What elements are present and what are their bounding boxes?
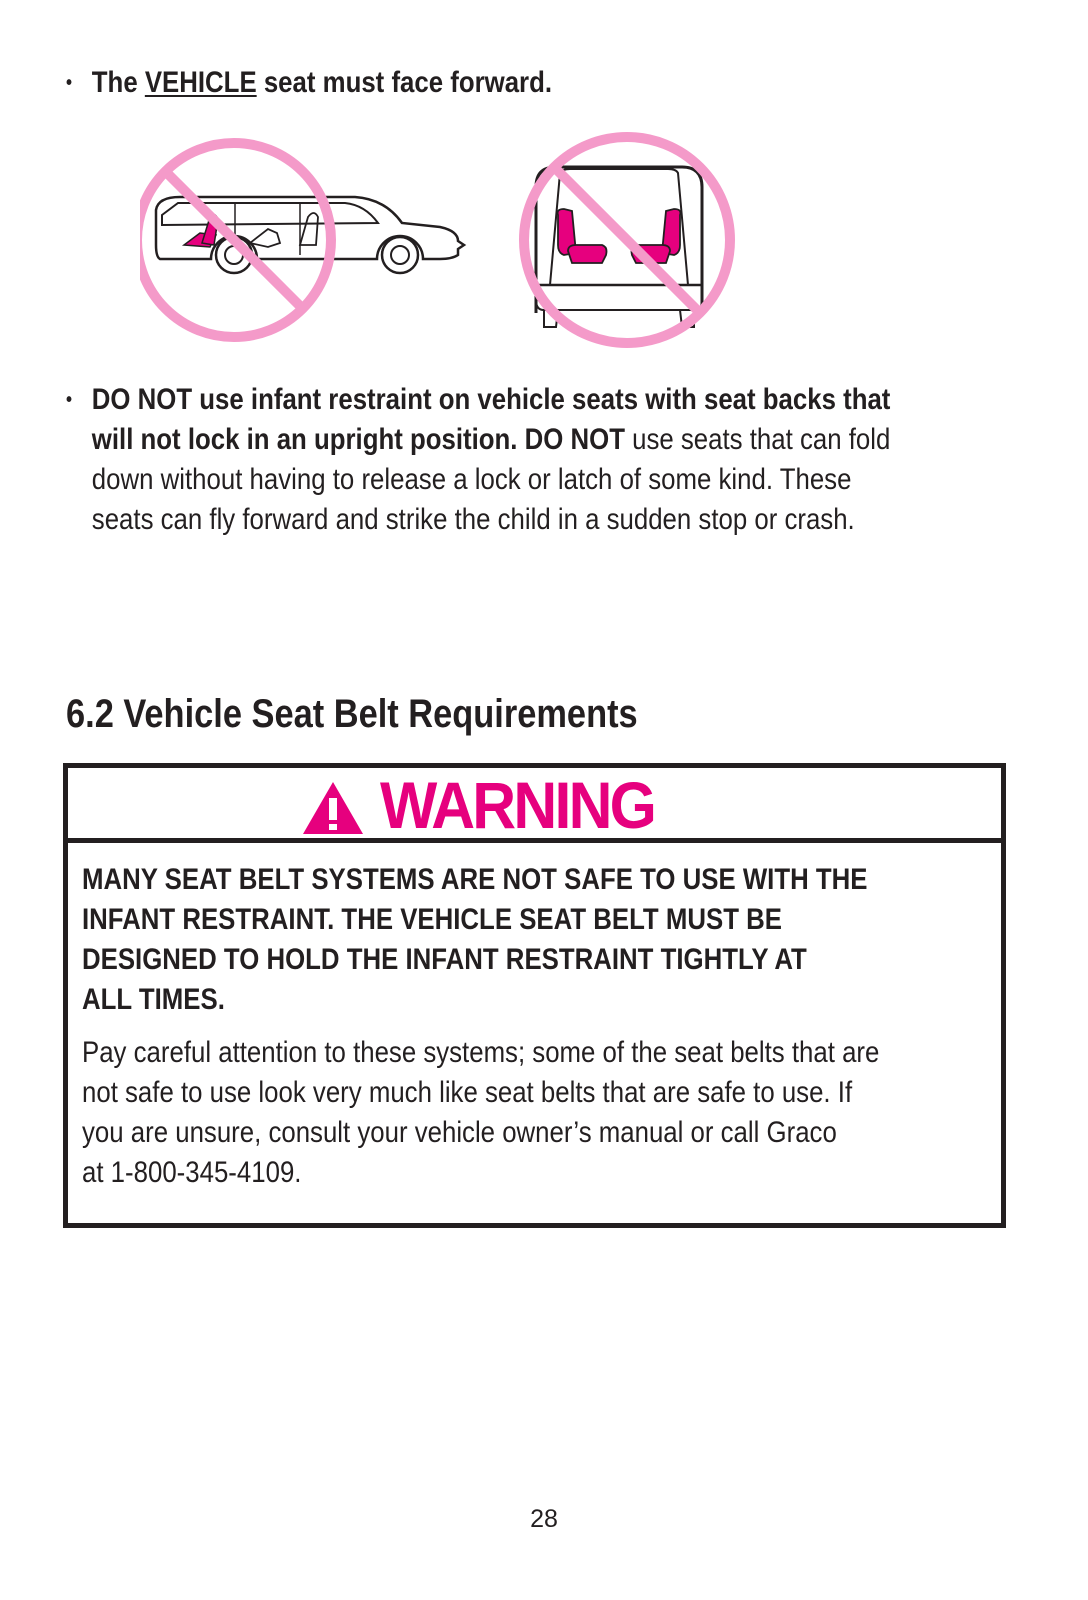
bullet-line-4: seats can fly forward and strike the child in a sudden stop or crash. [91, 503, 855, 536]
bullet-suffix: seat must face forward. [256, 66, 553, 99]
warning-box [63, 763, 1006, 1228]
bullet-text [92, 380, 891, 540]
bullet-dot: • [66, 389, 73, 411]
bullet-line-1: DO NOT use infant restraint on vehicle seats with seat backs that [91, 383, 891, 416]
bullet-prefix: The [91, 66, 145, 99]
warning-caps-line: INFANT RESTRAINT. THE VEHICLE SEAT BELT MUST BE [82, 903, 782, 936]
bullet-dot: • [66, 72, 73, 94]
warning-triangle-icon [301, 780, 365, 836]
bullet-vehicle-face-forward [66, 63, 552, 103]
bullet-line-2-rest: use seats that can fold [624, 423, 891, 456]
vehicle-rear-seats-prohibited-icon [524, 137, 730, 343]
bullet-emphasis: VEHICLE [144, 66, 257, 99]
warning-caps-text [82, 860, 868, 1020]
warning-caps-line: ALL TIMES. [82, 983, 225, 1016]
warning-header [68, 768, 1001, 843]
bullet-seat-back-lock [66, 380, 890, 540]
bullet-line-2-bold: will not lock in an upright position. DO NOT [91, 423, 625, 456]
section-heading: 6.2 Vehicle Seat Belt Requirements [66, 692, 638, 736]
warning-body-text [82, 1033, 879, 1193]
page-number: 28 [530, 1505, 558, 1533]
warning-body-line: Pay careful attention to these systems; some of the seat belts that are [82, 1036, 880, 1069]
bullet-line-3: down without having to release a lock or latch of some kind. These [91, 463, 852, 496]
warning-body-line: at 1-800-345-4109. [82, 1156, 302, 1189]
illustrations [140, 125, 750, 355]
warning-title: WARNING [380, 768, 655, 842]
warning-caps-line: DESIGNED TO HOLD THE INFANT RESTRAINT TIGHTLY AT [82, 943, 807, 976]
warning-caps-line: MANY SEAT BELT SYSTEMS ARE NOT SAFE TO USE WITH THE [82, 863, 868, 896]
warning-body-line: you are unsure, consult your vehicle owner’s manual or call Graco [82, 1116, 837, 1149]
rear-facing-car-side-prohibited-icon [140, 143, 464, 337]
warning-body-line: not safe to use look very much like seat belts that are safe to use. If [82, 1076, 853, 1109]
